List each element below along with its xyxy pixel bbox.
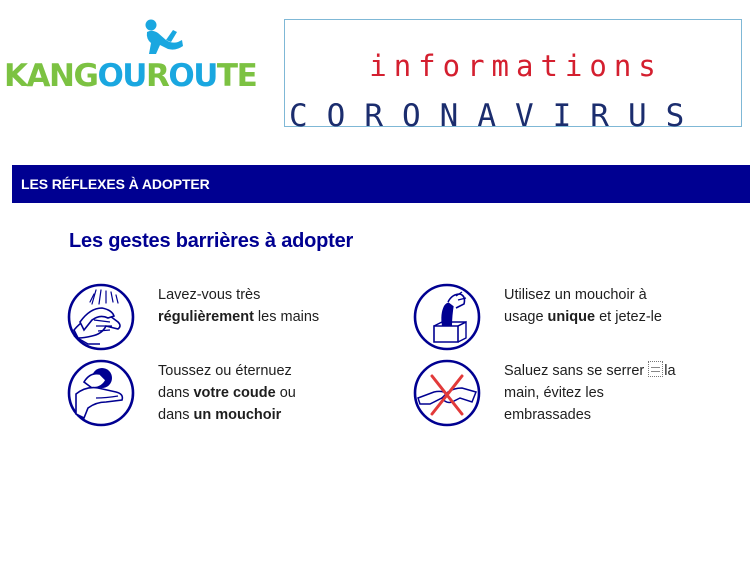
text-run: les mains: [253, 309, 320, 325]
tissue-box-icon: [412, 282, 482, 352]
missing-glyph-icon: [648, 361, 663, 377]
logo-letter: G: [73, 58, 98, 94]
text-run: dans: [158, 385, 194, 401]
cough-in-elbow-icon: [66, 358, 136, 428]
text-run: ou: [275, 385, 296, 401]
gesture-text: [158, 284, 358, 328]
logo-letter: U: [193, 58, 217, 94]
logo-letter: K: [4, 58, 27, 94]
logo-letter: O: [168, 58, 194, 94]
text-run: dans: [158, 407, 194, 423]
text-run: Saluez sans se serrer: [504, 363, 649, 379]
info-subtitle: CORONAVIRUS: [289, 98, 704, 134]
bold-text: unique: [547, 309, 596, 325]
gesture-text: [504, 360, 704, 426]
text-run: embrassades: [504, 407, 592, 423]
gesture-line: [504, 404, 704, 426]
gesture-line: [158, 306, 358, 328]
no-handshake-icon: [412, 358, 482, 428]
text-run: Utilisez un mouchoir à: [504, 287, 647, 303]
logo-letter: U: [122, 58, 146, 94]
gesture-line: [158, 382, 358, 404]
logo-letter: E: [236, 58, 257, 94]
text-run: usage: [504, 309, 548, 325]
gesture-line: [504, 306, 704, 328]
info-title: informations: [369, 49, 663, 83]
kangouroute-logo: [4, 18, 280, 96]
gesture-line: [504, 382, 704, 404]
section-title: Les gestes barrières à adopter: [69, 230, 354, 252]
logo-letter: T: [216, 58, 237, 94]
banner-title: LES RÉFLEXES À ADOPTER: [21, 176, 210, 192]
logo-letter: O: [97, 58, 123, 94]
gesture-line: [158, 284, 358, 306]
hand-washing-icon: [66, 282, 136, 352]
text-run: Lavez-vous très: [158, 287, 261, 303]
text-run: main, évitez les: [504, 385, 604, 401]
kangaroo-figure-icon: [142, 18, 186, 60]
logo-wordmark: [4, 58, 256, 94]
text-run: la: [664, 363, 676, 379]
gesture-text: [504, 284, 704, 328]
bold-text: un mouchoir: [193, 407, 282, 423]
gesture-line: [504, 360, 704, 382]
gesture-line: [158, 360, 358, 382]
gesture-line: [504, 284, 704, 306]
logo-letter: R: [145, 58, 169, 94]
gesture-text: [158, 360, 358, 426]
gesture-line: [158, 404, 358, 426]
logo-letter: A: [26, 58, 50, 94]
logo-letter: N: [49, 58, 74, 94]
text-run: Toussez ou éternuez: [158, 363, 292, 379]
bold-text: régulièrement: [158, 309, 254, 325]
text-run: et jetez-le: [595, 309, 662, 325]
bold-text: votre coude: [193, 385, 276, 401]
coronavirus-info-box: [284, 19, 742, 134]
section-banner: [12, 165, 750, 203]
